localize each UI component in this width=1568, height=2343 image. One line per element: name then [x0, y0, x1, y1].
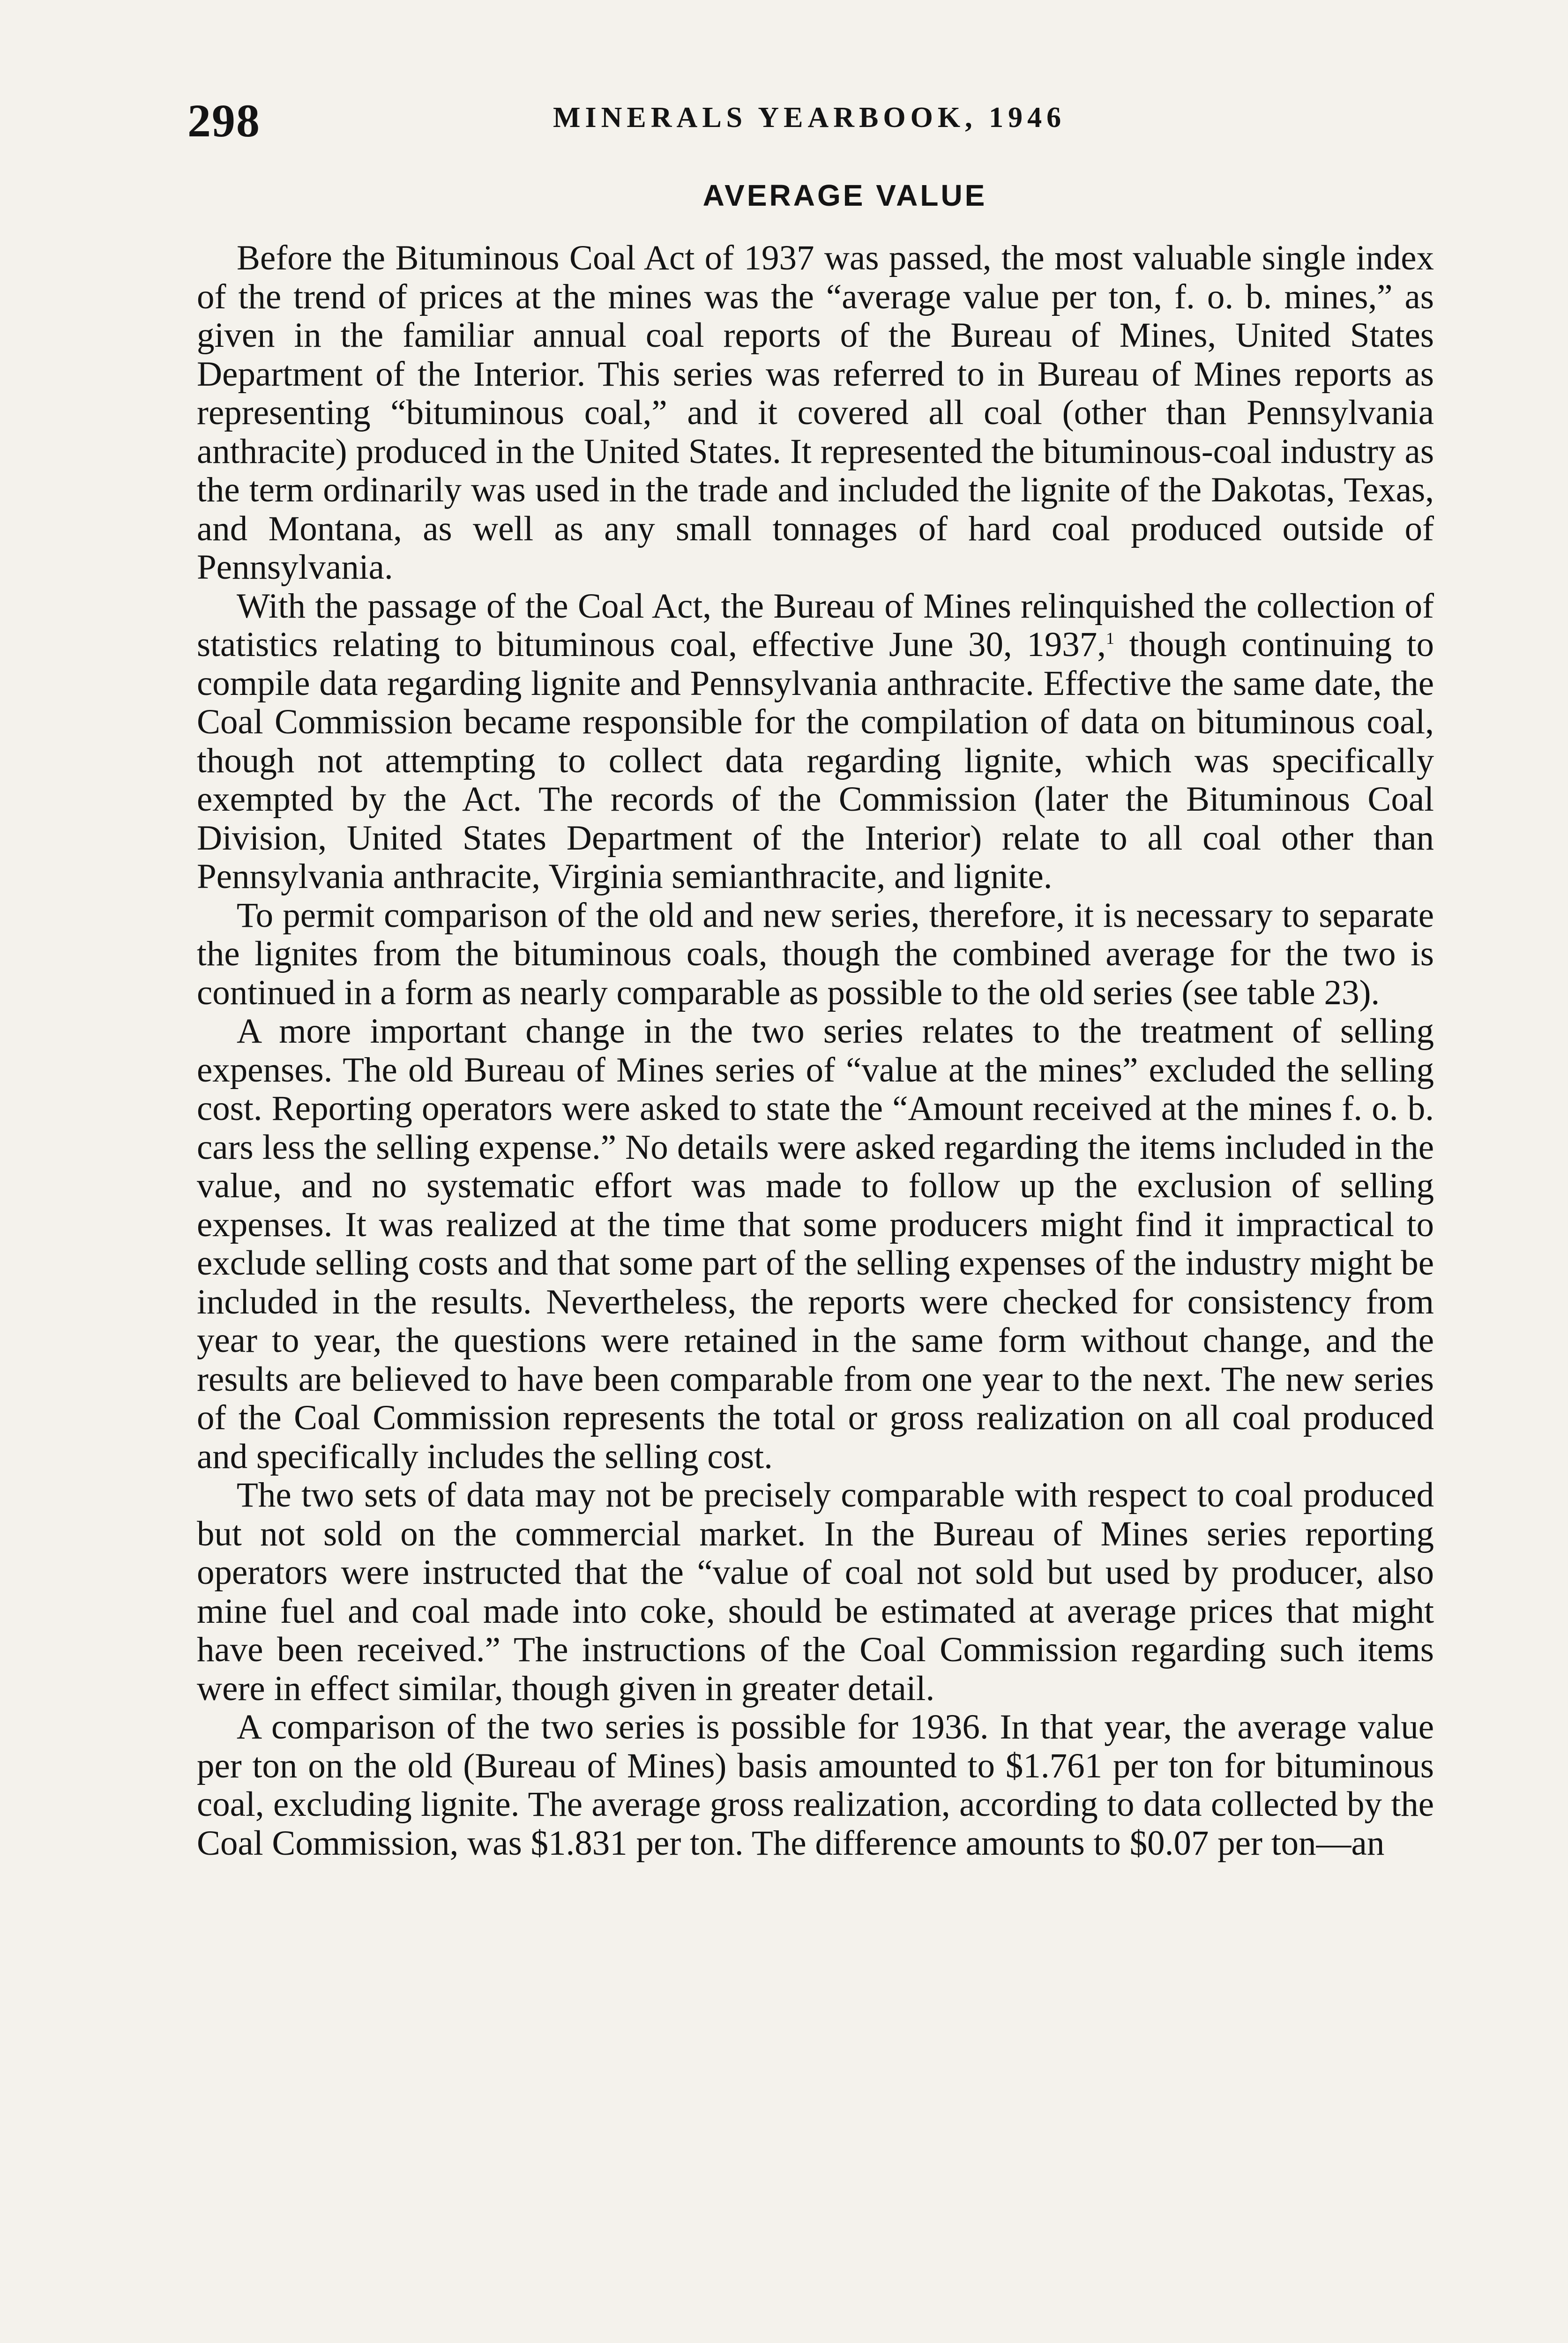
running-title: MINERALS YEARBOOK, 1946 — [553, 102, 1066, 134]
paragraph-2 — [197, 587, 1434, 896]
section-heading: AVERAGE VALUE — [702, 179, 987, 212]
paragraph-4: A more important change in the two series relates to the treatment of selling expenses. The old Bureau of Mines series of “value at the mines” excluded the selling cost. Reporting operators were asked to state the “Amount received at the mines f. o. b. cars less the selling expense.” No details were asked regarding the items included in the value, and no systematic effort was made to follow up the exclusion of selling expenses. It was realized at the time that some producers might find it impractical to exclude selling costs and that some part of the selling expenses of the industry might be included in the results. Nevertheless, the reports were checked for consistency from year to year, the questions were retained in the same form without change, and the results are believed to have been comparable from one year to the next. The new series of the Coal Commission represents the total or gross realization on all coal produced and specifically includes the selling cost. — [197, 1012, 1434, 1476]
footnote-reference: 1 — [1105, 629, 1114, 648]
paragraph-2-part-2: though continuing to compile data regarding lignite and Pennsylvania anthracite. Effective the same date, the Coal Commission became responsible for the compilation of data on bituminous coal, though not attempting to collect data regarding lignite, which was specifically exempted by the Act. The records of the Commission (later the Bituminous Coal Division, United States Department of the Interior) relate to all coal other than Pennsylvania anthracite, Virginia semianthracite, and lignite. — [197, 625, 1434, 896]
paragraph-3: To permit comparison of the old and new series, therefore, it is necessary to separate the lignites from the bituminous coals, though the combined average for the two is continued in a form as nearly comparable as possible to the old series (see table 23). — [197, 895, 1434, 1012]
paragraph-2-part-1: With the passage of the Coal Act, the Bureau of Mines relinquished the collection of statistics relating to bituminous coal, effective June 30, 1937, — [197, 586, 1434, 664]
body-text — [197, 239, 1434, 1863]
paragraph-1: Before the Bituminous Coal Act of 1937 was passed, the most valuable single index of the trend of prices at the mines was the “average value per ton, f. o. b. mines,” as given in the familiar annual coal reports of the Bureau of Mines, United States Department of the Interior. This series was referred to in Bureau of Mines reports as representing “bituminous coal,” and it covered all coal (other than Pennsylvania anthracite) produced in the United States. It represented the bituminous-coal industry as the term ordinarily was used in the trade and included the lignite of the Dakotas, Texas, and Montana, as well as any small tonnages of hard coal produced outside of Pennsylvania. — [197, 239, 1434, 587]
running-head — [187, 84, 1425, 150]
paragraph-6: A comparison of the two series is possible for 1936. In that year, the average value per ton on the old (Bureau of Mines) basis amounted to $1.761 per ton for bituminous coal, excluding lignite. The average gross realization, according to data collected by the Coal Commission, was $1.831 per ton. The difference amounts to $0.07 per ton—an — [197, 1708, 1434, 1863]
page-number: 298 — [187, 95, 261, 147]
paragraph-5: The two sets of data may not be precisely comparable with respect to coal produced but not sold on the commercial market. In the Bureau of Mines series reporting operators were instructed that the “value of coal not sold but used by producer, also mine fuel and coal made into coke, should be estimated at average prices that might have been received.” The instructions of the Coal Commission regarding such items were in effect similar, though given in greater detail. — [197, 1476, 1434, 1708]
